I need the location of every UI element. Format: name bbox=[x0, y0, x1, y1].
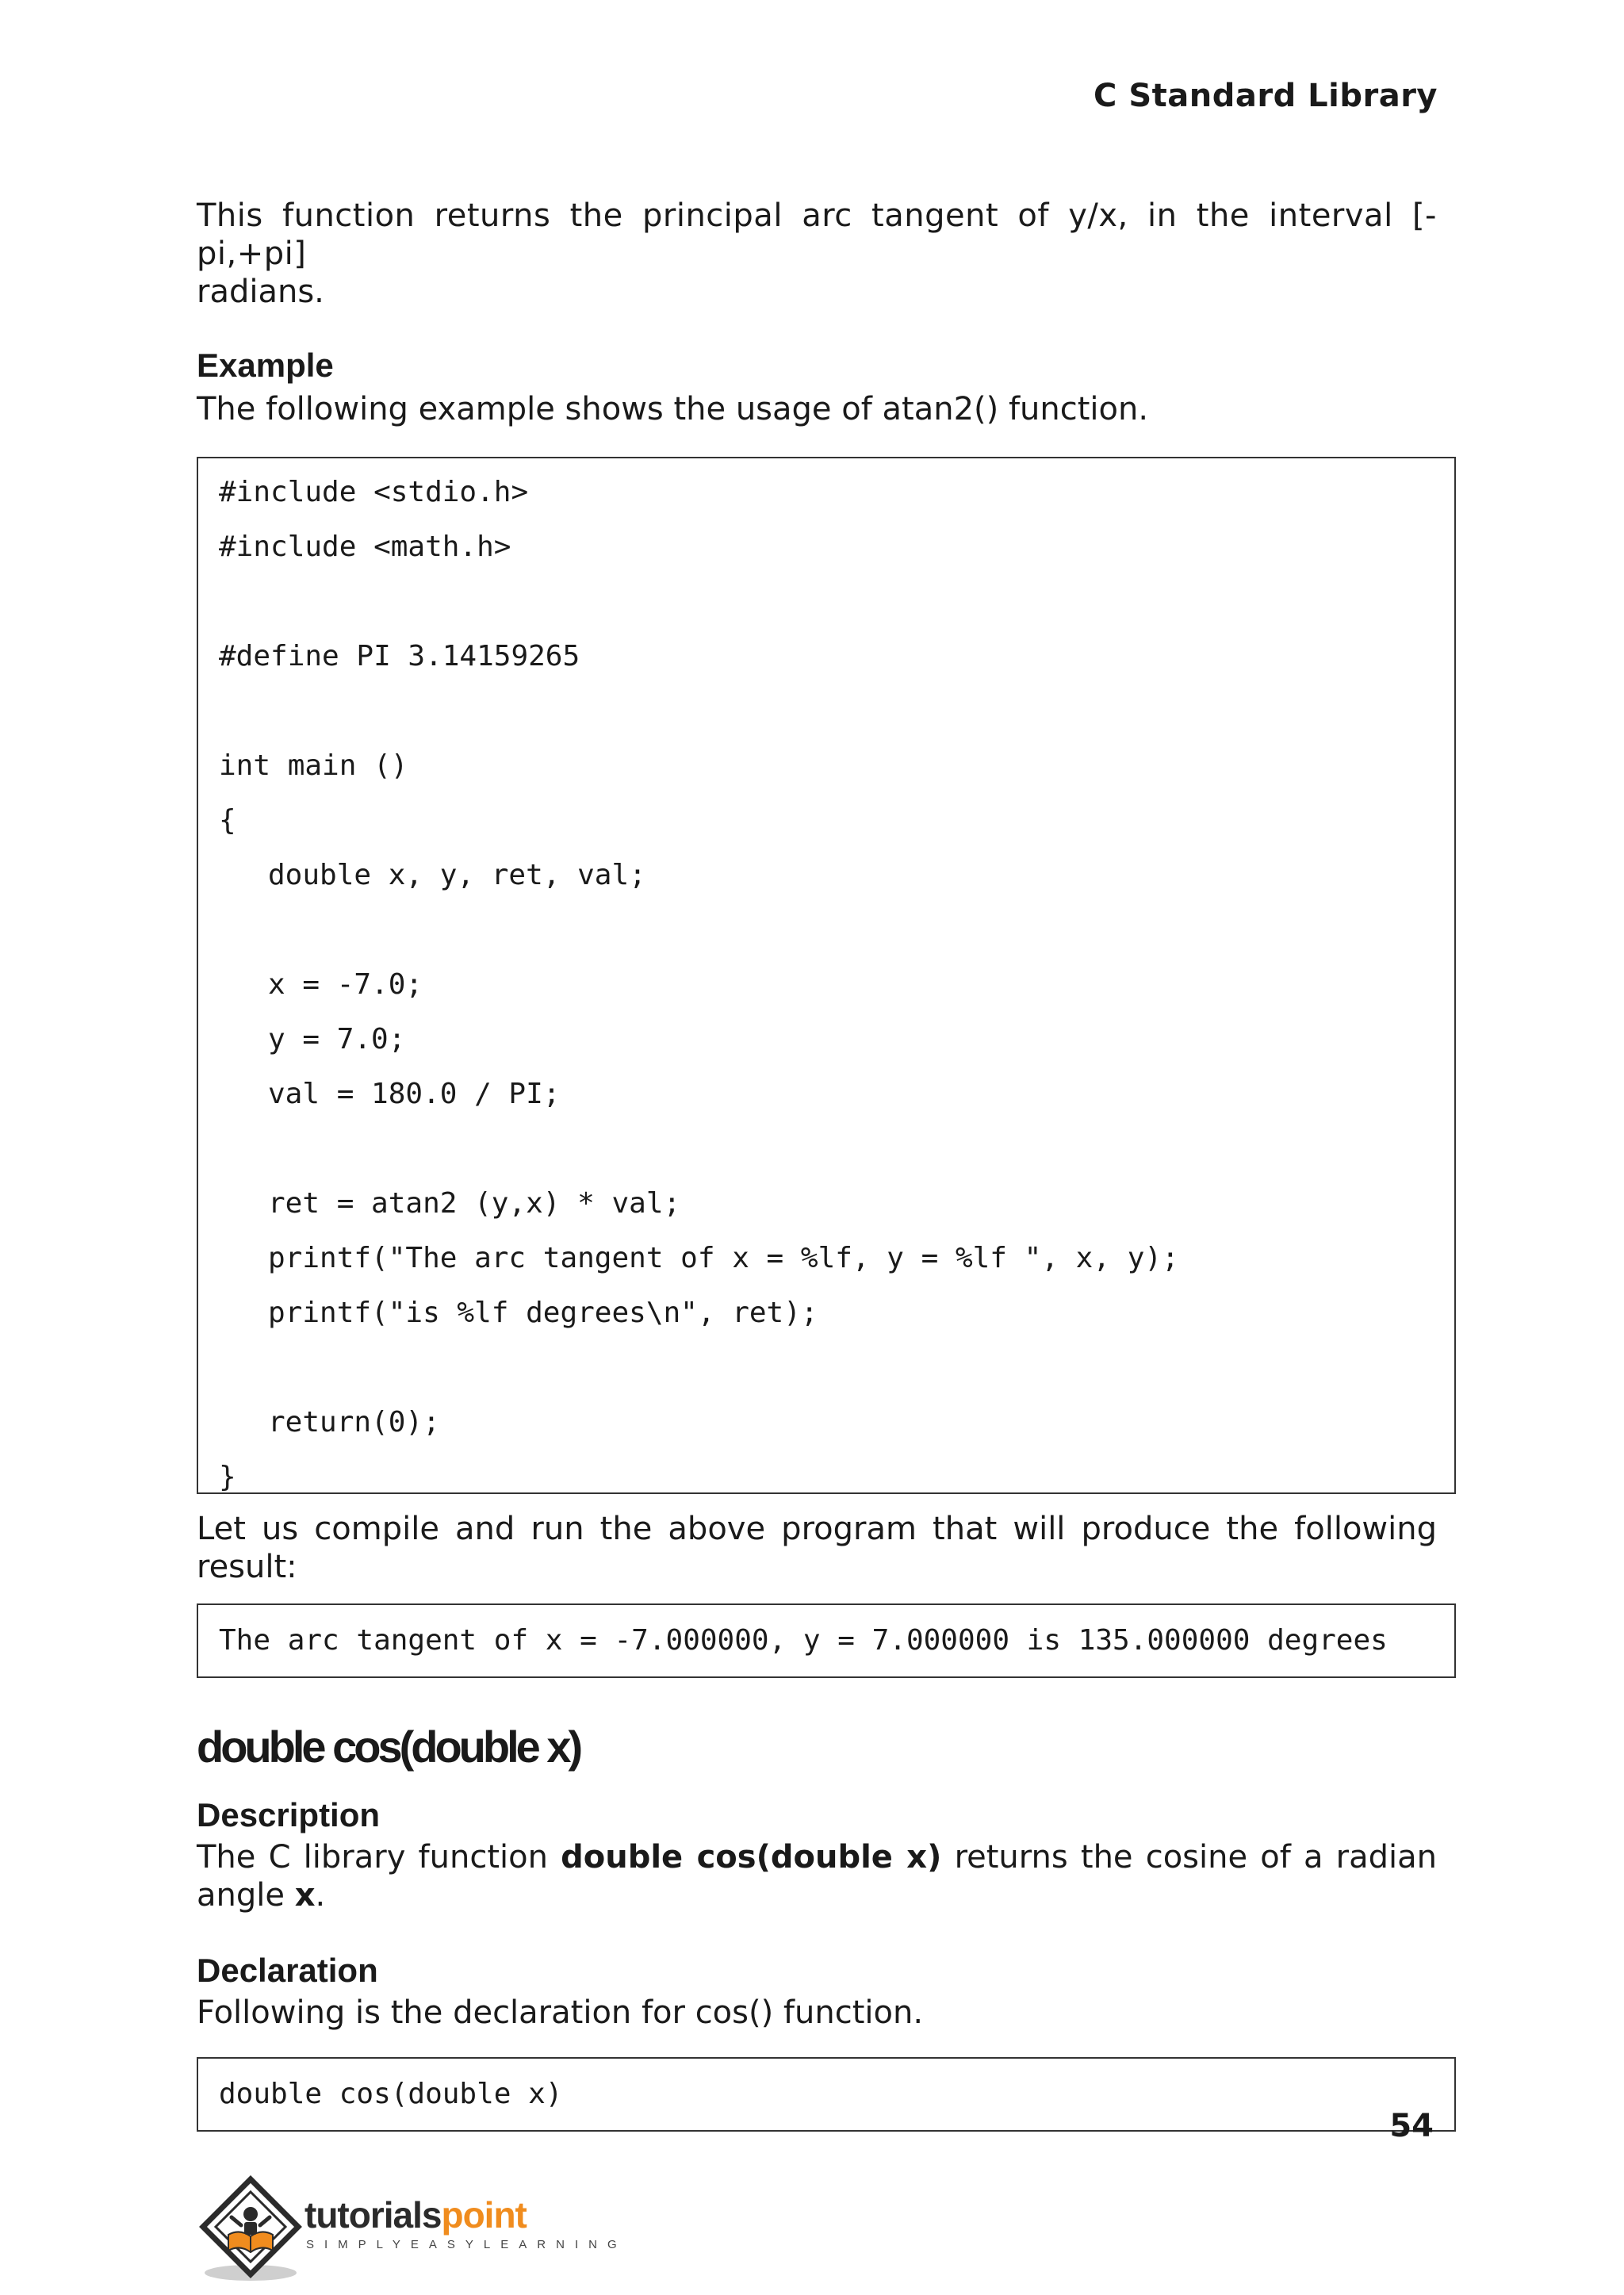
page-content bbox=[197, 197, 1437, 2132]
description-function-name: double cos(double x) bbox=[561, 1839, 942, 1875]
page-number: 54 bbox=[1389, 2108, 1434, 2144]
code-line bbox=[198, 684, 1454, 738]
intro-line-2: radians. bbox=[197, 274, 324, 310]
code-line bbox=[198, 1340, 1454, 1395]
code-line: #include <math.h> bbox=[219, 531, 511, 563]
description-variable: x bbox=[294, 1877, 316, 1914]
code-line: double x, y, ret, val; bbox=[268, 859, 646, 891]
example-code-block bbox=[197, 457, 1456, 1494]
logo-wordmark bbox=[304, 2193, 527, 2236]
description-heading: Description bbox=[197, 1796, 381, 1833]
code-line: x = -7.0; bbox=[268, 968, 423, 1001]
intro-line-1: This function returns the principal arc tangent of y/x, in the interval [-pi,+pi] bbox=[197, 197, 1437, 272]
description-line-2 bbox=[197, 1876, 1437, 1914]
description-text: . bbox=[315, 1877, 326, 1914]
code-line: int main () bbox=[219, 749, 408, 782]
output-block bbox=[197, 1603, 1456, 1678]
code-line: #include <stdio.h> bbox=[219, 476, 529, 508]
declaration-heading: Declaration bbox=[197, 1952, 378, 1989]
example-text: The following example shows the usage of atan2() function. bbox=[197, 391, 1149, 427]
description-text: returns the cosine of a radian bbox=[941, 1839, 1437, 1875]
declaration-text: Following is the declaration for cos() function. bbox=[197, 1994, 924, 2031]
code-line bbox=[198, 902, 1454, 957]
running-header: C Standard Library bbox=[1094, 78, 1438, 114]
description-text: The C library function bbox=[197, 1839, 561, 1875]
code-line: y = 7.0; bbox=[268, 1023, 406, 1056]
code-line: #define PI 3.14159265 bbox=[219, 640, 580, 672]
code-line bbox=[198, 574, 1454, 629]
section-title: double cos(double x) bbox=[197, 1722, 580, 1772]
description-text: angle bbox=[197, 1877, 295, 1914]
logo-word-point: point bbox=[441, 2194, 527, 2236]
description-line-1 bbox=[197, 1838, 1437, 1876]
code-line: ret = atan2 (y,x) * val; bbox=[268, 1187, 681, 1220]
code-line: return(0); bbox=[268, 1406, 440, 1439]
code-line: printf("The arc tangent of x = %lf, y = %lf ", x, y); bbox=[268, 1242, 1179, 1274]
declaration-code-block bbox=[197, 2057, 1456, 2132]
example-heading: Example bbox=[197, 347, 334, 384]
result-text: Let us compile and run the above program that will produce the following result: bbox=[197, 1511, 1437, 1585]
logo-emblem-icon bbox=[197, 2173, 316, 2284]
code-line: { bbox=[219, 804, 236, 837]
logo-tagline: SIMPLYEASYLEARNING bbox=[306, 2238, 627, 2251]
code-line: val = 180.0 / PI; bbox=[268, 1078, 561, 1110]
code-line: printf("is %lf degrees\n", ret); bbox=[268, 1297, 818, 1329]
code-line bbox=[198, 1121, 1454, 1176]
logo-word-tutorials: tutorials bbox=[304, 2194, 442, 2236]
code-line: } bbox=[219, 1461, 236, 1493]
declaration-code-line: double cos(double x) bbox=[219, 2078, 563, 2110]
output-line: The arc tangent of x = -7.000000, y = 7.000000 is 135.000000 degrees bbox=[219, 1624, 1388, 1657]
tutorialspoint-logo bbox=[197, 2173, 627, 2284]
